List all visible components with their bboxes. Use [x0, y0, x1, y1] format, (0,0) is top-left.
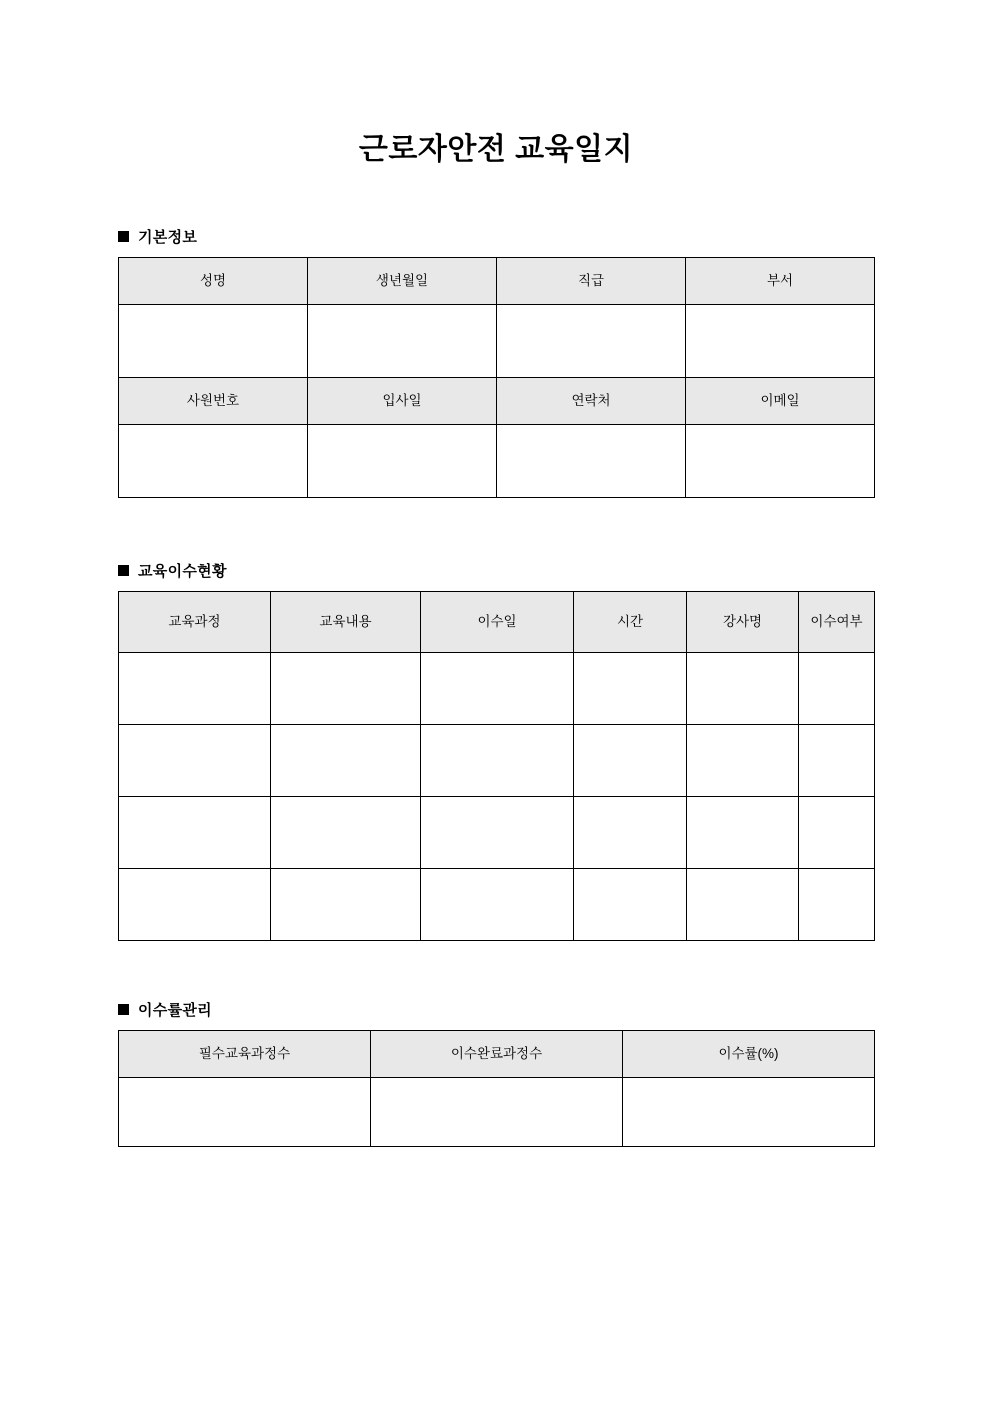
input-cell-instructor[interactable] — [687, 725, 799, 797]
section-completion-rate — [0, 999, 992, 1147]
column-header-completion-rate: 이수률(%) — [623, 1031, 875, 1078]
input-cell-position[interactable] — [497, 305, 686, 378]
column-header-instructor: 강사명 — [687, 592, 799, 653]
input-cell-email[interactable] — [686, 425, 875, 498]
input-cell-completion-date[interactable] — [421, 869, 574, 941]
input-cell-contact[interactable] — [497, 425, 686, 498]
input-cell-employee-id[interactable] — [119, 425, 308, 498]
input-cell-course[interactable] — [119, 869, 271, 941]
section-heading-label: 기본정보 — [138, 229, 198, 246]
input-cell-completed[interactable] — [799, 725, 875, 797]
input-cell-instructor[interactable] — [687, 653, 799, 725]
input-cell-content[interactable] — [271, 797, 421, 869]
completion-rate-table-wrapper — [0, 1030, 992, 1147]
input-cell-content[interactable] — [271, 869, 421, 941]
column-header-completed-course-count: 이수완료과정수 — [371, 1031, 623, 1078]
section-training-status — [0, 560, 992, 941]
training-status-table-wrapper — [0, 591, 992, 941]
input-cell-hours[interactable] — [574, 869, 687, 941]
table-row — [119, 425, 875, 498]
input-cell-content[interactable] — [271, 653, 421, 725]
input-cell-completed[interactable] — [799, 797, 875, 869]
black-square-bullet-icon — [118, 231, 129, 242]
table-row — [119, 592, 875, 653]
input-cell-completion-rate[interactable] — [623, 1078, 875, 1147]
input-cell-completion-date[interactable] — [421, 797, 574, 869]
input-cell-hours[interactable] — [574, 725, 687, 797]
column-header-course: 교육과정 — [119, 592, 271, 653]
column-header-hire-date: 입사일 — [308, 378, 497, 425]
black-square-bullet-icon — [118, 1004, 129, 1015]
input-cell-instructor[interactable] — [687, 869, 799, 941]
input-cell-hire-date[interactable] — [308, 425, 497, 498]
column-header-name: 성명 — [119, 258, 308, 305]
basic-info-table — [118, 257, 875, 498]
input-cell-completion-date[interactable] — [421, 653, 574, 725]
table-row — [119, 258, 875, 305]
table-row — [119, 1031, 875, 1078]
title-spacer — [0, 168, 992, 226]
section-heading-label: 이수률관리 — [138, 1002, 212, 1019]
column-header-contact: 연락처 — [497, 378, 686, 425]
table-row — [119, 869, 875, 941]
section-spacer-1 — [0, 498, 992, 560]
column-header-position: 직급 — [497, 258, 686, 305]
column-header-employee-id: 사원번호 — [119, 378, 308, 425]
input-cell-course[interactable] — [119, 797, 271, 869]
input-cell-content[interactable] — [271, 725, 421, 797]
column-header-department: 부서 — [686, 258, 875, 305]
basic-info-table-wrapper — [0, 257, 992, 498]
input-cell-hours[interactable] — [574, 653, 687, 725]
column-header-email: 이메일 — [686, 378, 875, 425]
input-cell-required-course-count[interactable] — [119, 1078, 371, 1147]
table-row — [119, 305, 875, 378]
input-cell-course[interactable] — [119, 725, 271, 797]
input-cell-department[interactable] — [686, 305, 875, 378]
input-cell-name[interactable] — [119, 305, 308, 378]
input-cell-completed[interactable] — [799, 653, 875, 725]
table-row — [119, 378, 875, 425]
input-cell-completed[interactable] — [799, 869, 875, 941]
table-row — [119, 797, 875, 869]
table-row — [119, 653, 875, 725]
completion-rate-table — [118, 1030, 875, 1147]
black-square-bullet-icon — [118, 565, 129, 576]
column-header-hours: 시간 — [574, 592, 687, 653]
table-row — [119, 1078, 875, 1147]
input-cell-course[interactable] — [119, 653, 271, 725]
table-row — [119, 725, 875, 797]
column-header-birthdate: 생년월일 — [308, 258, 497, 305]
input-cell-completed-course-count[interactable] — [371, 1078, 623, 1147]
section-heading-completion-rate — [0, 999, 992, 1020]
input-cell-completion-date[interactable] — [421, 725, 574, 797]
section-basic-info — [0, 226, 992, 498]
column-header-required-course-count: 필수교육과정수 — [119, 1031, 371, 1078]
input-cell-hours[interactable] — [574, 797, 687, 869]
column-header-completion-date: 이수일 — [421, 592, 574, 653]
column-header-content: 교육내용 — [271, 592, 421, 653]
page-title: 근로자안전 교육일지 — [358, 133, 634, 166]
training-status-table — [118, 591, 875, 941]
input-cell-instructor[interactable] — [687, 797, 799, 869]
section-heading-training-status — [0, 560, 992, 581]
section-heading-label: 교육이수현황 — [138, 563, 227, 580]
section-heading-basic-info — [0, 226, 992, 247]
column-header-completed: 이수여부 — [799, 592, 875, 653]
input-cell-birthdate[interactable] — [308, 305, 497, 378]
section-spacer-2 — [0, 941, 992, 999]
